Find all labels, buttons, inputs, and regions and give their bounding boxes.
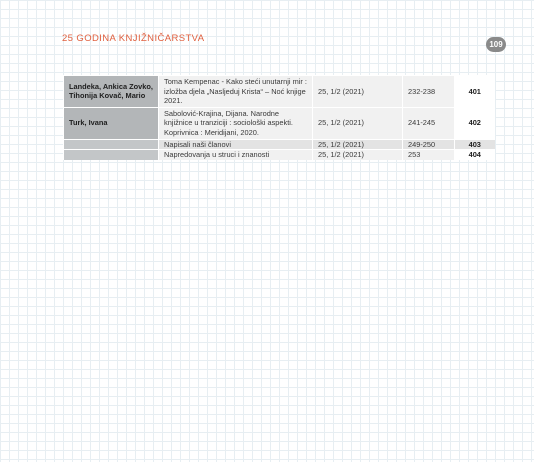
table-row — [64, 76, 495, 108]
title-cell: Napredovanja u struci i znanosti — [159, 150, 313, 160]
author-cell — [64, 150, 159, 160]
author-cell — [64, 139, 159, 150]
entry-number-cell: 404 — [455, 150, 495, 160]
pages-cell: 253 — [403, 150, 455, 160]
issue-cell: 25, 1/2 (2021) — [313, 139, 403, 150]
title-cell: Sabolović-Krajina, Dijana. Narodne knjižnice u tranziciji : sociološki aspekti. Koprivnica : Meridijani, 2020. — [159, 107, 313, 139]
page-number-badge: 109 — [486, 37, 506, 52]
bibliography-table — [63, 75, 495, 160]
entry-number-cell: 402 — [455, 107, 495, 139]
author-cell: Landeka, Ankica Zovko, Tihonija Kovač, Mario — [64, 76, 159, 108]
pages-cell: 241-245 — [403, 107, 455, 139]
issue-cell: 25, 1/2 (2021) — [313, 150, 403, 160]
table-row — [64, 139, 495, 150]
pages-cell: 232-238 — [403, 76, 455, 108]
pages-cell: 249-250 — [403, 139, 455, 150]
issue-cell: 25, 1/2 (2021) — [313, 107, 403, 139]
entry-number-cell: 403 — [455, 139, 495, 150]
table-row — [64, 150, 495, 160]
title-cell: Napisali naši članovi — [159, 139, 313, 150]
title-cell: Toma Kempenac - Kako steći unutarnji mir : izložba djela „Nasljeduj Krista“ – Noć knjige 2021. — [159, 76, 313, 108]
table-row — [64, 107, 495, 139]
author-cell: Turk, Ivana — [64, 107, 159, 139]
running-header-title: 25 GODINA KNJIŽNIČARSTVA — [62, 33, 205, 44]
entry-number-cell: 401 — [455, 76, 495, 108]
issue-cell: 25, 1/2 (2021) — [313, 76, 403, 108]
